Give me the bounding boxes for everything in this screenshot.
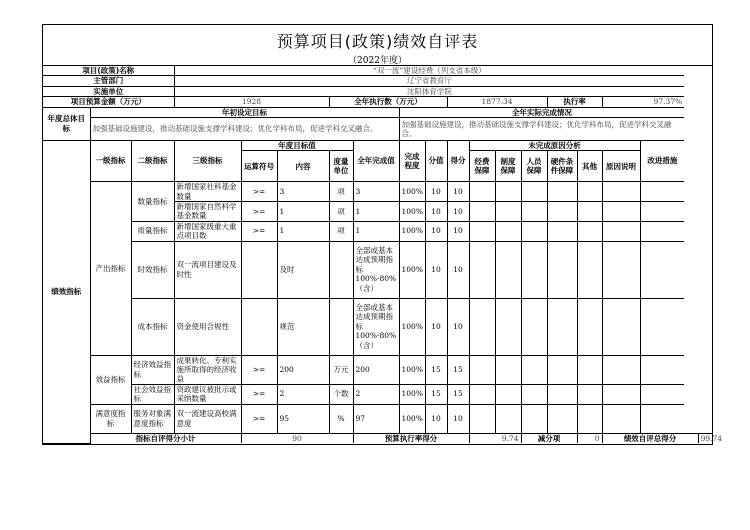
row-content: 1 — [277, 221, 329, 241]
executed-value: 1877.34 — [447, 97, 547, 107]
dept-label: 主管部门 — [43, 76, 174, 86]
total-score-label: 绩效自评总得分 — [602, 433, 698, 443]
row-empty-cell — [577, 404, 602, 433]
header-reason-system: 制度保障 — [495, 151, 521, 182]
deduct-label: 减分项 — [521, 433, 577, 443]
row-unit: % — [329, 404, 353, 433]
row-empty-cell — [469, 182, 495, 202]
row-actual: 全部或基本达成预期指标100%-80%（含） — [353, 241, 399, 298]
self-score-label: 指标自评得分小计 — [90, 433, 241, 443]
row-empty-cell — [495, 404, 521, 433]
row-empty-cell — [577, 182, 602, 202]
header-reason-funding: 经费保障 — [469, 151, 495, 182]
row-unit: 项 — [329, 221, 353, 241]
row-operator: >= — [241, 404, 277, 433]
row-empty-cell — [602, 182, 640, 202]
row-weight: 10 — [425, 404, 447, 433]
row-empty-cell — [469, 241, 495, 298]
year-subtitle: （2022年度） — [348, 56, 407, 66]
row-unit: 项 — [329, 182, 353, 202]
budget-score-label: 预算执行率得分 — [353, 433, 469, 443]
row-completion: 100% — [399, 241, 425, 298]
row-content: 及时 — [277, 241, 329, 298]
header-actual: 全年完成值 — [353, 140, 399, 181]
self-score-value: 90 — [241, 433, 353, 443]
row-empty-cell — [640, 298, 684, 355]
row-actual: 3 — [353, 182, 399, 202]
row-empty-cell — [577, 298, 602, 355]
group-service: 服务对象满意度指标 — [131, 404, 174, 433]
goal-initial-text: 加强基础设施建设，推动基础设施支撑学科建设；优化学科布局，促进学科交叉融合。 — [90, 117, 399, 140]
header-weight: 分值 — [425, 140, 447, 181]
row-empty-cell — [547, 182, 577, 202]
row-unit: 项 — [329, 202, 353, 222]
row-score: 10 — [447, 182, 469, 202]
row-empty-cell — [547, 384, 577, 404]
rate-label: 执行率 — [547, 97, 602, 107]
group-output: 产出指标 — [90, 182, 131, 355]
row-completion: 100% — [399, 298, 425, 355]
row-indicator: 成果转化、专利实施所取得的经济收益 — [174, 355, 241, 384]
row-content: 95 — [277, 404, 329, 433]
row-weight: 10 — [425, 241, 447, 298]
row-empty-cell — [577, 384, 602, 404]
row-empty-cell — [547, 298, 577, 355]
row-empty-cell — [521, 221, 547, 241]
row-unit — [329, 298, 353, 355]
row-unit: 个数 — [329, 384, 353, 404]
header-measure: 改进措施 — [640, 140, 684, 181]
row-actual: 97 — [353, 404, 399, 433]
page-title: 预算项目(政策)绩效自评表 — [276, 32, 479, 51]
header-reason-desc: 原因说明 — [602, 151, 640, 182]
header-content: 内容 — [277, 151, 329, 182]
row-empty-cell — [547, 221, 577, 241]
row-content: 1 — [277, 202, 329, 222]
unit-value: 沈阳体育学院 — [174, 86, 684, 96]
row-empty-cell — [547, 202, 577, 222]
row-indicator: 双一流建设高校满意度 — [174, 404, 241, 433]
row-empty-cell — [602, 384, 640, 404]
row-empty-cell — [602, 298, 640, 355]
row-empty-cell — [640, 202, 684, 222]
budget-label: 项目预算金额（万元） — [43, 97, 174, 107]
header-level2: 二级指标 — [131, 140, 174, 181]
evaluation-table — [43, 66, 723, 444]
row-indicator: 新增国家社科基金数量 — [174, 182, 241, 202]
row-empty-cell — [521, 241, 547, 298]
row-empty-cell — [469, 298, 495, 355]
group-effect: 效益指标 — [90, 355, 131, 404]
row-completion: 100% — [399, 221, 425, 241]
row-empty-cell — [495, 298, 521, 355]
row-indicator: 双一流项目建设及时性 — [174, 241, 241, 298]
row-completion: 100% — [399, 404, 425, 433]
goal-actual-text: 加强基础设施建设，推动基础设施支撑学科建设；优化学科布局，促进学科交叉融合。 — [399, 117, 684, 140]
row-indicator: 新增国家级重大重点项目数 — [174, 221, 241, 241]
total-score-value: 99.74 — [698, 433, 712, 443]
project-name-label: 项目(政策)名称 — [43, 66, 174, 76]
row-empty-cell — [640, 221, 684, 241]
row-score: 15 — [447, 355, 469, 384]
header-unit: 度量单位 — [329, 151, 353, 182]
group-cost: 成本指标 — [131, 298, 174, 355]
row-score: 10 — [447, 221, 469, 241]
row-operator: >= — [241, 202, 277, 222]
row-unit — [329, 241, 353, 298]
row-weight: 10 — [425, 221, 447, 241]
budget-value: 1928 — [174, 97, 329, 107]
row-empty-cell — [602, 241, 640, 298]
row-indicator: 资政建议被批示或采纳数量 — [174, 384, 241, 404]
header-target-group: 年度目标值 — [241, 140, 353, 150]
row-unit: 万元 — [329, 355, 353, 384]
row-actual: 全部或基本达成预期指标100%-80%（含） — [353, 298, 399, 355]
row-content: 200 — [277, 355, 329, 384]
row-operator: >= — [241, 221, 277, 241]
group-social: 社会效益指标 — [131, 384, 174, 404]
header-reason-hardware: 硬件条件保障 — [547, 151, 577, 182]
row-operator — [241, 241, 277, 298]
goal-actual-header: 全年实际完成情况 — [399, 107, 684, 117]
row-empty-cell — [547, 404, 577, 433]
row-content: 2 — [277, 384, 329, 404]
row-completion: 100% — [399, 384, 425, 404]
row-empty-cell — [640, 384, 684, 404]
row-completion: 100% — [399, 182, 425, 202]
group-satisfaction: 满意度指标 — [90, 404, 131, 433]
row-empty-cell — [521, 202, 547, 222]
row-empty-cell — [640, 182, 684, 202]
row-actual: 1 — [353, 202, 399, 222]
row-weight: 15 — [425, 384, 447, 404]
row-empty-cell — [640, 404, 684, 433]
row-empty-cell — [521, 182, 547, 202]
row-completion: 100% — [399, 202, 425, 222]
row-empty-cell — [495, 241, 521, 298]
row-empty-cell — [495, 202, 521, 222]
header-reason-other: 其他 — [577, 151, 602, 182]
section-label: 绩效指标 — [43, 140, 90, 443]
row-score: 15 — [447, 384, 469, 404]
row-empty-cell — [469, 384, 495, 404]
row-empty-cell — [602, 355, 640, 384]
row-score: 10 — [447, 202, 469, 222]
row-empty-cell — [521, 384, 547, 404]
project-name-value: “双一流”建设经费（列支省本级） — [174, 66, 684, 76]
row-indicator: 资金使用合规性 — [174, 298, 241, 355]
row-empty-cell — [521, 355, 547, 384]
row-empty-cell — [577, 241, 602, 298]
dept-value: 辽宁省教育厅 — [174, 76, 684, 86]
goal-label: 年度总体目标 — [43, 107, 90, 140]
budget-score-value: 9.74 — [469, 433, 521, 443]
row-empty-cell — [602, 202, 640, 222]
row-empty-cell — [521, 298, 547, 355]
row-empty-cell — [495, 355, 521, 384]
row-empty-cell — [469, 221, 495, 241]
row-actual: 200 — [353, 355, 399, 384]
row-operator: >= — [241, 355, 277, 384]
row-weight: 10 — [425, 298, 447, 355]
group-timeliness: 时效指标 — [131, 241, 174, 298]
executed-label: 全年执行数（万元） — [329, 97, 447, 107]
row-score: 10 — [447, 404, 469, 433]
group-economic: 经济效益指标 — [131, 355, 174, 384]
row-empty-cell — [602, 404, 640, 433]
header-reason-group: 未完成原因分析 — [469, 140, 640, 150]
row-completion: 100% — [399, 355, 425, 384]
evaluation-sheet — [42, 24, 723, 445]
row-empty-cell — [577, 221, 602, 241]
deduct-value: 0 — [577, 433, 602, 443]
row-empty-cell — [577, 202, 602, 222]
row-empty-cell — [640, 355, 684, 384]
row-empty-cell — [469, 355, 495, 384]
row-empty-cell — [602, 221, 640, 241]
header-level1: 一级指标 — [90, 140, 131, 181]
row-actual: 1 — [353, 221, 399, 241]
unit-label: 实施单位 — [43, 86, 174, 96]
row-operator: >= — [241, 182, 277, 202]
title-block — [43, 25, 712, 66]
row-empty-cell — [547, 241, 577, 298]
row-empty-cell — [495, 182, 521, 202]
row-empty-cell — [469, 404, 495, 433]
row-weight: 10 — [425, 202, 447, 222]
row-operator — [241, 298, 277, 355]
row-score: 10 — [447, 298, 469, 355]
header-completion: 完成程度 — [399, 140, 425, 181]
rate-value: 97.37% — [602, 97, 684, 107]
row-weight: 15 — [425, 355, 447, 384]
row-content: 规范 — [277, 298, 329, 355]
header-reason-staff: 人员保障 — [521, 151, 547, 182]
header-operator: 运算符号 — [241, 151, 277, 182]
row-empty-cell — [495, 221, 521, 241]
header-level3: 三级指标 — [174, 140, 241, 181]
row-empty-cell — [469, 202, 495, 222]
row-weight: 10 — [425, 182, 447, 202]
row-empty-cell — [577, 355, 602, 384]
row-content: 3 — [277, 182, 329, 202]
row-operator: >= — [241, 384, 277, 404]
row-empty-cell — [640, 241, 684, 298]
row-empty-cell — [547, 355, 577, 384]
row-empty-cell — [495, 384, 521, 404]
goal-initial-header: 年初设定目标 — [90, 107, 399, 117]
row-actual: 2 — [353, 384, 399, 404]
row-score: 10 — [447, 241, 469, 298]
row-empty-cell — [521, 404, 547, 433]
row-indicator: 新增国家自然科学基金数量 — [174, 202, 241, 222]
header-score: 得分 — [447, 140, 469, 181]
group-quantity: 数量指标 — [131, 182, 174, 222]
group-quality: 质量指标 — [131, 221, 174, 241]
